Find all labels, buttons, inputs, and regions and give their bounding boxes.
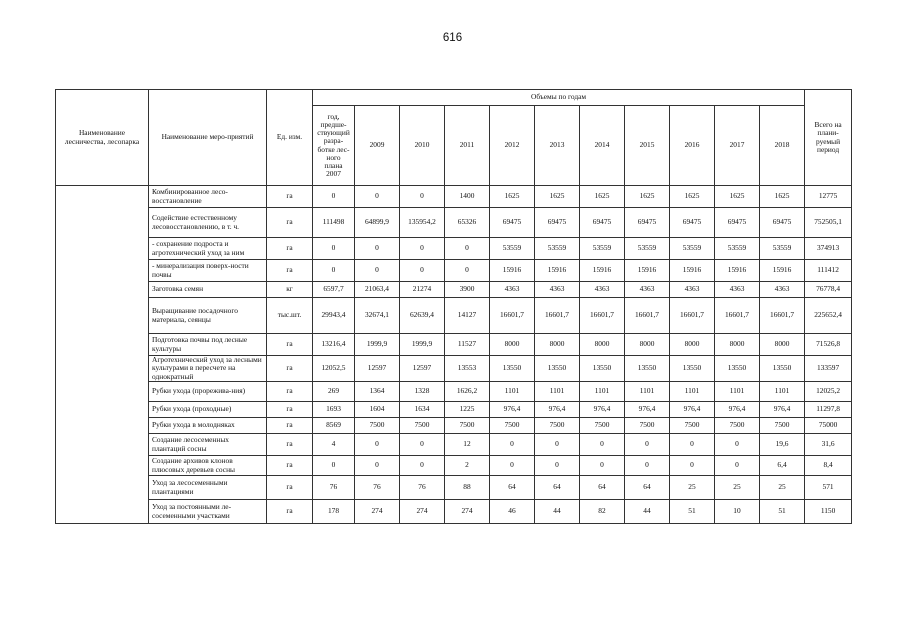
table-row	[56, 500, 852, 524]
value-cell: 64	[580, 476, 625, 500]
value-cell: 7500	[715, 418, 760, 434]
activity-name: Подготовка почвы под лесные культуры	[149, 334, 267, 356]
value-cell: 69475	[535, 208, 580, 238]
value-cell: 2	[445, 456, 490, 476]
header-year: 2012	[490, 106, 535, 186]
value-cell: 4363	[490, 282, 535, 298]
value-cell: 7500	[580, 418, 625, 434]
value-cell: 7500	[760, 418, 805, 434]
value-cell: 21274	[400, 282, 445, 298]
header-year: 2010	[400, 106, 445, 186]
unit-cell: га	[267, 208, 313, 238]
value-cell: 16601,7	[535, 298, 580, 334]
value-cell: 25	[715, 476, 760, 500]
unit-cell: га	[267, 334, 313, 356]
value-cell: 13550	[625, 356, 670, 382]
value-cell: 10	[715, 500, 760, 524]
table-row	[56, 282, 852, 298]
header-base-year: год, предше- ствующий разра- ботке лес- ного плана 2007	[313, 106, 355, 186]
value-cell: 976,4	[535, 402, 580, 418]
activity-name: Рубки ухода в молодняках	[149, 418, 267, 434]
value-cell: 53559	[580, 238, 625, 260]
value-cell: 13550	[580, 356, 625, 382]
value-cell: 1625	[535, 186, 580, 208]
value-cell: 69475	[580, 208, 625, 238]
page-number: 616	[442, 32, 463, 44]
value-cell: 16601,7	[490, 298, 535, 334]
header-year: 2014	[580, 106, 625, 186]
value-cell: 53559	[715, 238, 760, 260]
value-cell: 69475	[490, 208, 535, 238]
value-cell: 53559	[760, 238, 805, 260]
value-cell: 1101	[760, 382, 805, 402]
activity-name: - сохранение подроста и агротехнический уход за ним	[149, 238, 267, 260]
value-cell: 16601,7	[760, 298, 805, 334]
value-cell: 0	[355, 238, 400, 260]
value-cell: 15916	[670, 260, 715, 282]
value-cell: 7500	[445, 418, 490, 434]
value-cell: 15916	[715, 260, 760, 282]
value-cell: 6597,7	[313, 282, 355, 298]
value-cell: 76	[400, 476, 445, 500]
value-cell: 1693	[313, 402, 355, 418]
value-cell: 64	[490, 476, 535, 500]
table-row	[56, 298, 852, 334]
value-cell: 0	[715, 434, 760, 456]
activity-name: Содействие естественному лесовосстановлению, в т. ч.	[149, 208, 267, 238]
table-row	[56, 418, 852, 434]
value-cell: 4363	[580, 282, 625, 298]
value-cell: 0	[313, 238, 355, 260]
value-cell: 274	[355, 500, 400, 524]
value-cell: 53559	[490, 238, 535, 260]
value-cell: 976,4	[580, 402, 625, 418]
value-cell: 0	[313, 186, 355, 208]
unit-cell: га	[267, 382, 313, 402]
value-cell: 8000	[670, 334, 715, 356]
value-cell: 0	[313, 260, 355, 282]
value-cell: 1101	[670, 382, 715, 402]
value-cell: 0	[490, 456, 535, 476]
value-cell: 7500	[355, 418, 400, 434]
value-cell: 62639,4	[400, 298, 445, 334]
value-cell: 76	[313, 476, 355, 500]
value-cell: 13216,4	[313, 334, 355, 356]
value-cell: 69475	[670, 208, 715, 238]
activity-name: Создание лесосеменных плантаций сосны	[149, 434, 267, 456]
value-cell: 13550	[490, 356, 535, 382]
value-cell: 15916	[760, 260, 805, 282]
activity-name: Комбинированное лесо-восстановление	[149, 186, 267, 208]
activity-name: Уход за лесосеменными плантациями	[149, 476, 267, 500]
value-cell: 0	[445, 238, 490, 260]
value-cell: 7500	[490, 418, 535, 434]
value-cell: 12052,5	[313, 356, 355, 382]
value-cell: 1999,9	[355, 334, 400, 356]
value-cell: 44	[625, 500, 670, 524]
value-cell: 15916	[580, 260, 625, 282]
value-cell: 1604	[355, 402, 400, 418]
value-cell: 0	[490, 434, 535, 456]
unit-cell: га	[267, 356, 313, 382]
value-cell: 0	[715, 456, 760, 476]
value-cell: 274	[400, 500, 445, 524]
value-cell: 4	[313, 434, 355, 456]
header-year: 2017	[715, 106, 760, 186]
value-cell: 1400	[445, 186, 490, 208]
value-cell: 135954,2	[400, 208, 445, 238]
value-cell: 1625	[715, 186, 760, 208]
table-row	[56, 382, 852, 402]
header-unit: Ед. изм.	[267, 90, 313, 186]
value-cell: 976,4	[670, 402, 715, 418]
value-cell: 16601,7	[715, 298, 760, 334]
total-cell: 225652,4	[805, 298, 852, 334]
total-cell: 133597	[805, 356, 852, 382]
value-cell: 25	[760, 476, 805, 500]
value-cell: 0	[535, 456, 580, 476]
value-cell: 0	[400, 260, 445, 282]
total-cell: 31,6	[805, 434, 852, 456]
table-row	[56, 186, 852, 208]
value-cell: 4363	[760, 282, 805, 298]
value-cell: 12597	[400, 356, 445, 382]
header-year: 2018	[760, 106, 805, 186]
activity-name: Рубки ухода (прорежива-ния)	[149, 382, 267, 402]
value-cell: 4363	[670, 282, 715, 298]
value-cell: 0	[580, 456, 625, 476]
value-cell: 82	[580, 500, 625, 524]
forestry-name-cell	[56, 186, 149, 524]
value-cell: 0	[355, 260, 400, 282]
value-cell: 0	[625, 434, 670, 456]
total-cell: 76778,4	[805, 282, 852, 298]
value-cell: 1625	[490, 186, 535, 208]
total-cell: 12025,2	[805, 382, 852, 402]
header-year: 2009	[355, 106, 400, 186]
table-row	[56, 434, 852, 456]
total-cell: 111412	[805, 260, 852, 282]
header-year: 2016	[670, 106, 715, 186]
table-row	[56, 402, 852, 418]
value-cell: 1999,9	[400, 334, 445, 356]
value-cell: 8000	[535, 334, 580, 356]
unit-cell: га	[267, 456, 313, 476]
value-cell: 13550	[715, 356, 760, 382]
total-cell: 71526,8	[805, 334, 852, 356]
value-cell: 0	[400, 186, 445, 208]
value-cell: 8000	[625, 334, 670, 356]
unit-cell: га	[267, 418, 313, 434]
value-cell: 8000	[760, 334, 805, 356]
value-cell: 976,4	[715, 402, 760, 418]
value-cell: 1625	[670, 186, 715, 208]
total-cell: 1150	[805, 500, 852, 524]
value-cell: 0	[355, 456, 400, 476]
unit-cell: тыс.шт.	[267, 298, 313, 334]
value-cell: 15916	[490, 260, 535, 282]
value-cell: 13553	[445, 356, 490, 382]
value-cell: 0	[313, 456, 355, 476]
unit-cell: кг	[267, 282, 313, 298]
value-cell: 16601,7	[580, 298, 625, 334]
value-cell: 976,4	[490, 402, 535, 418]
value-cell: 1634	[400, 402, 445, 418]
activity-name: Заготовка семян	[149, 282, 267, 298]
header-total: Всего на плани-руемый период	[805, 90, 852, 186]
value-cell: 976,4	[760, 402, 805, 418]
unit-cell: га	[267, 238, 313, 260]
header-volumes-by-year: Объемы по годам	[313, 90, 805, 106]
header-year: 2015	[625, 106, 670, 186]
value-cell: 976,4	[625, 402, 670, 418]
value-cell: 64899,9	[355, 208, 400, 238]
total-cell: 374913	[805, 238, 852, 260]
value-cell: 13550	[535, 356, 580, 382]
value-cell: 64	[625, 476, 670, 500]
value-cell: 0	[400, 456, 445, 476]
value-cell: 15916	[625, 260, 670, 282]
value-cell: 19,6	[760, 434, 805, 456]
total-cell: 752505,1	[805, 208, 852, 238]
value-cell: 7500	[535, 418, 580, 434]
value-cell: 15916	[535, 260, 580, 282]
value-cell: 14127	[445, 298, 490, 334]
activity-name: Создание архивов клонов плюсовых деревьев сосны	[149, 456, 267, 476]
value-cell: 8000	[490, 334, 535, 356]
value-cell: 53559	[625, 238, 670, 260]
value-cell: 53559	[670, 238, 715, 260]
value-cell: 7500	[400, 418, 445, 434]
forest-activities-table	[55, 89, 852, 524]
unit-cell: га	[267, 402, 313, 418]
table-row	[56, 260, 852, 282]
value-cell: 0	[400, 434, 445, 456]
unit-cell: га	[267, 260, 313, 282]
value-cell: 12597	[355, 356, 400, 382]
value-cell: 7500	[625, 418, 670, 434]
value-cell: 46	[490, 500, 535, 524]
unit-cell: га	[267, 186, 313, 208]
value-cell: 269	[313, 382, 355, 402]
value-cell: 4363	[535, 282, 580, 298]
value-cell: 1101	[580, 382, 625, 402]
value-cell: 1625	[760, 186, 805, 208]
value-cell: 0	[670, 434, 715, 456]
value-cell: 13550	[760, 356, 805, 382]
header-year: 2011	[445, 106, 490, 186]
value-cell: 0	[580, 434, 625, 456]
table-row	[56, 334, 852, 356]
value-cell: 16601,7	[625, 298, 670, 334]
value-cell: 69475	[625, 208, 670, 238]
header-activity: Наименование меро-приятий	[149, 90, 267, 186]
activity-name: Агротехнический уход за лесными культурами в пересчете на однократный	[149, 356, 267, 382]
value-cell: 1328	[400, 382, 445, 402]
value-cell: 0	[535, 434, 580, 456]
activity-name: Уход за постоянными ле-сосеменными участками	[149, 500, 267, 524]
value-cell: 69475	[715, 208, 760, 238]
value-cell: 1626,2	[445, 382, 490, 402]
value-cell: 8569	[313, 418, 355, 434]
value-cell: 8000	[715, 334, 760, 356]
value-cell: 21063,4	[355, 282, 400, 298]
total-cell: 11297,8	[805, 402, 852, 418]
value-cell: 1625	[580, 186, 625, 208]
total-cell: 8,4	[805, 456, 852, 476]
value-cell: 274	[445, 500, 490, 524]
value-cell: 8000	[580, 334, 625, 356]
total-cell: 571	[805, 476, 852, 500]
value-cell: 0	[355, 434, 400, 456]
header-forestry: Наименование лесничества, лесопарка	[56, 90, 149, 186]
value-cell: 76	[355, 476, 400, 500]
value-cell: 111498	[313, 208, 355, 238]
value-cell: 51	[670, 500, 715, 524]
value-cell: 1101	[715, 382, 760, 402]
table-row	[56, 476, 852, 500]
value-cell: 53559	[535, 238, 580, 260]
value-cell: 7500	[670, 418, 715, 434]
value-cell: 1101	[490, 382, 535, 402]
value-cell: 29943,4	[313, 298, 355, 334]
value-cell: 13550	[670, 356, 715, 382]
value-cell: 25	[670, 476, 715, 500]
value-cell: 64	[535, 476, 580, 500]
value-cell: 44	[535, 500, 580, 524]
value-cell: 16601,7	[670, 298, 715, 334]
unit-cell: га	[267, 500, 313, 524]
value-cell: 32674,1	[355, 298, 400, 334]
value-cell: 11527	[445, 334, 490, 356]
value-cell: 1225	[445, 402, 490, 418]
unit-cell: га	[267, 476, 313, 500]
value-cell: 12	[445, 434, 490, 456]
value-cell: 65326	[445, 208, 490, 238]
value-cell: 1101	[535, 382, 580, 402]
value-cell: 88	[445, 476, 490, 500]
value-cell: 0	[445, 260, 490, 282]
value-cell: 3900	[445, 282, 490, 298]
value-cell: 178	[313, 500, 355, 524]
value-cell: 6,4	[760, 456, 805, 476]
value-cell: 1364	[355, 382, 400, 402]
value-cell: 1625	[625, 186, 670, 208]
table-row	[56, 208, 852, 238]
value-cell: 4363	[625, 282, 670, 298]
value-cell: 69475	[760, 208, 805, 238]
activity-name: Рубки ухода (проходные)	[149, 402, 267, 418]
value-cell: 4363	[715, 282, 760, 298]
header-year: 2013	[535, 106, 580, 186]
unit-cell: га	[267, 434, 313, 456]
total-cell: 75000	[805, 418, 852, 434]
value-cell: 0	[355, 186, 400, 208]
value-cell: 51	[760, 500, 805, 524]
table-row	[56, 238, 852, 260]
value-cell: 0	[625, 456, 670, 476]
activity-name: - минерализация поверх-ности почвы	[149, 260, 267, 282]
value-cell: 0	[670, 456, 715, 476]
table-row	[56, 356, 852, 382]
value-cell: 0	[400, 238, 445, 260]
table-row	[56, 456, 852, 476]
value-cell: 1101	[625, 382, 670, 402]
total-cell: 12775	[805, 186, 852, 208]
activity-name: Выращивание посадочного материала, сеянцы	[149, 298, 267, 334]
